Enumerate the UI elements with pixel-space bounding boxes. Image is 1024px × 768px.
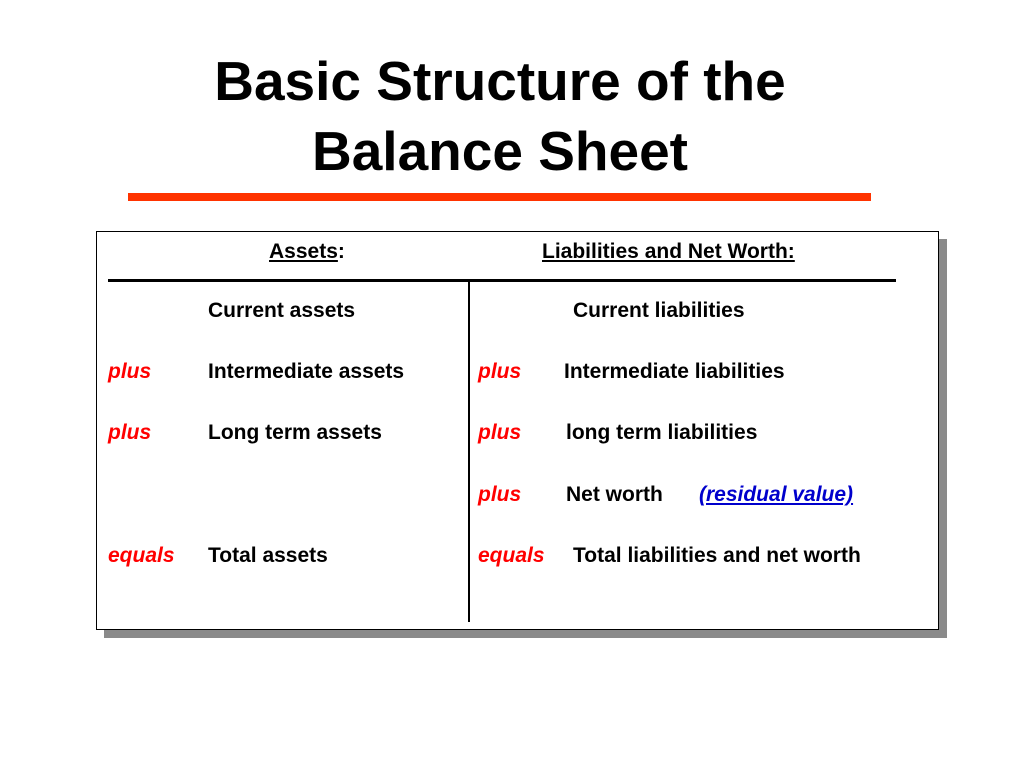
slide-title [0, 46, 1000, 186]
liabilities-op-total: equals [478, 544, 545, 567]
assets-current: Current assets [208, 299, 356, 322]
liabilities-net-worth: Net worth [566, 483, 663, 506]
assets-column-header [269, 240, 345, 264]
assets-header-label: Assets [269, 240, 338, 263]
liabilities-column-header: Liabilities and Net Worth: [542, 240, 795, 263]
assets-intermediate: Intermediate assets [208, 360, 405, 383]
liabilities-op-long-term: plus [478, 421, 522, 444]
assets-op-long-term: plus [108, 421, 152, 444]
liabilities-current: Current liabilities [573, 299, 745, 322]
slide-title-line-2: Balance Sheet [311, 120, 688, 182]
liabilities-long-term: long term liabilities [566, 421, 758, 444]
liabilities-op-net-worth: plus [478, 483, 522, 506]
assets-op-total: equals [108, 544, 175, 567]
header-divider-line [108, 279, 896, 282]
liabilities-op-intermediate: plus [478, 360, 522, 383]
assets-total: Total assets [208, 544, 328, 567]
column-divider-line [468, 282, 470, 622]
net-worth-residual-note: (residual value) [699, 483, 854, 506]
assets-long-term: Long term assets [208, 421, 382, 444]
assets-op-intermediate: plus [108, 360, 152, 383]
assets-header-colon: : [337, 240, 345, 263]
title-underline-rule [128, 193, 871, 201]
slide-title-line-1: Basic Structure of the [214, 50, 786, 112]
liabilities-total: Total liabilities and net worth [573, 544, 861, 567]
liabilities-intermediate: Intermediate liabilities [564, 360, 785, 383]
